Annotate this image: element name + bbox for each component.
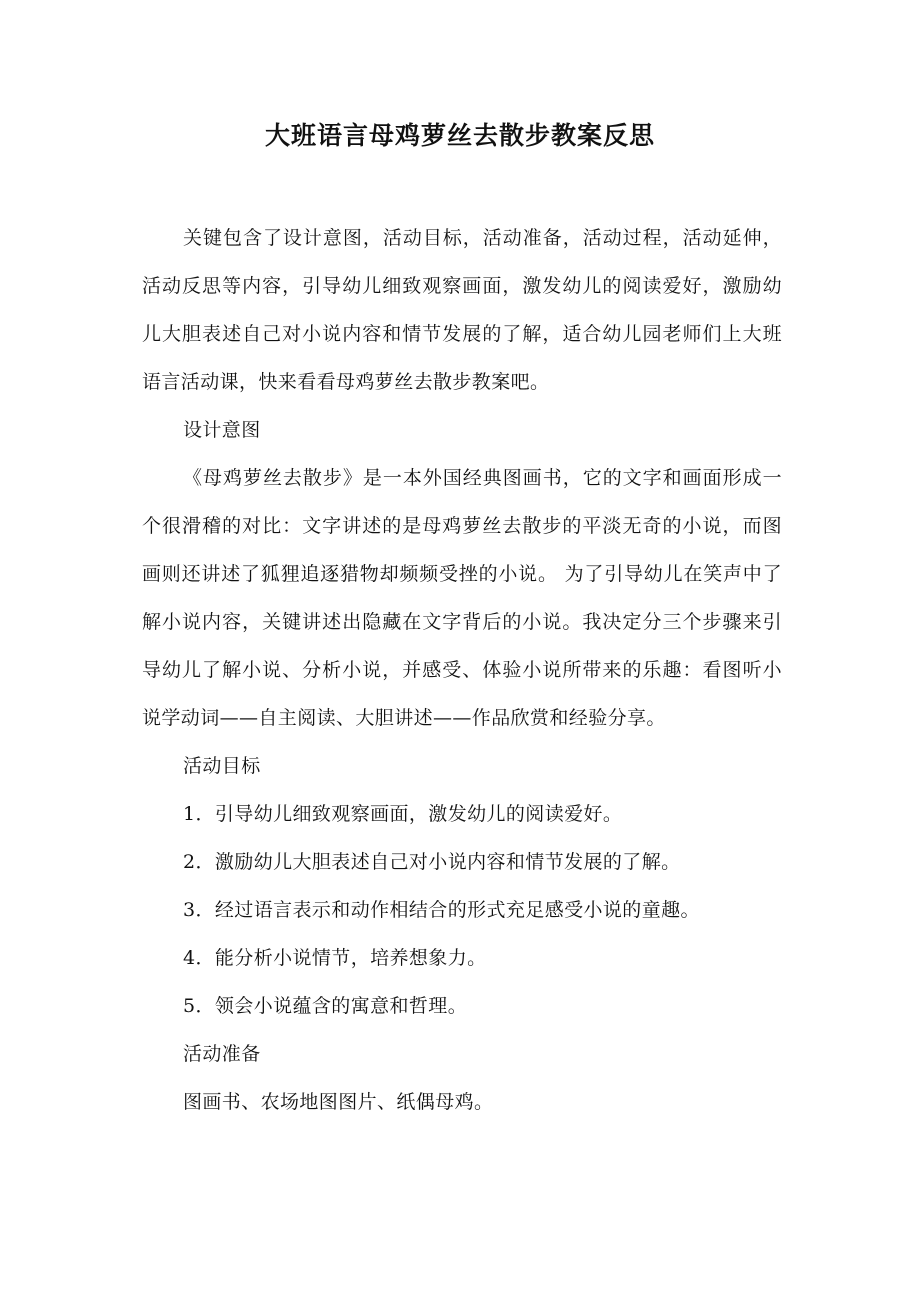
goal-item: 2．激励幼儿大胆表述自己对小说内容和情节发展的了解。 — [183, 851, 681, 873]
goal-item: 5．领会小说蕴含的寓意和哲理。 — [183, 995, 468, 1017]
document-body — [142, 214, 782, 1126]
design-heading: 设计意图 — [183, 419, 261, 441]
intro-paragraph: 关键包含了设计意图，活动目标，活动准备，活动过程，活动延伸，活动反思等内容，引导幼儿细致观察画面，激发幼儿的阅读爱好，激励幼儿大胆表述自己对小说内容和情节发展的了解，适合幼儿园老师们上大班语言活动课，快来看看母鸡萝丝去散步教案吧。 — [142, 227, 782, 393]
prep-paragraph: 图画书、农场地图图片、纸偶母鸡。 — [183, 1091, 494, 1113]
goal-item: 1．引导幼儿细致观察画面，激发幼儿的阅读爱好。 — [183, 803, 623, 825]
goal-item: 4．能分析小说情节，培养想象力。 — [183, 947, 487, 969]
goal-item: 3．经过语言表示和动作相结合的形式充足感受小说的童趣。 — [183, 899, 700, 921]
document-title: 大班语言母鸡萝丝去散步教案反思 — [264, 121, 655, 150]
design-paragraph: 《母鸡萝丝去散步》是一本外国经典图画书，它的文字和画面形成一个很滑稽的对比：文字讲述的是母鸡萝丝去散步的平淡无奇的小说，而图画则还讲述了狐狸追逐猎物却频频受挫的小说。 为了引导幼儿在笑声中了解小说内容，关键讲述出隐藏在文字背后的小说。我决定分三个步骤来引导幼儿了解小说、分析小说，并感受、体验小说所带来的乐趣：看图听小说学动词——自主阅读、大胆讲述——作品欣赏和经验分享。 — [142, 467, 782, 729]
prep-heading: 活动准备 — [183, 1043, 261, 1065]
goals-heading: 活动目标 — [183, 755, 261, 777]
